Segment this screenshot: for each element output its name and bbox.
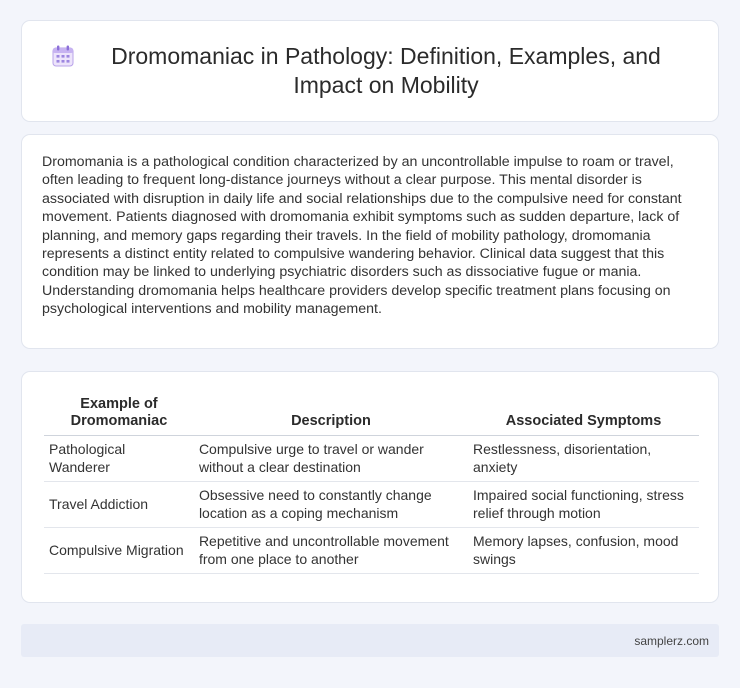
footer-site-link[interactable]: samplerz.com [634,633,709,648]
table-cell-symptoms: Restlessness, disorientation, anxiety [468,436,699,482]
table-cell-example: Travel Addiction [44,482,194,528]
table-cell-example: Pathological Wanderer [44,436,194,482]
table-card [21,371,719,603]
table-row [44,436,699,482]
table-header-row [44,394,699,436]
table-row [44,482,699,528]
table-cell-symptoms: Impaired social functioning, stress relief through motion [468,482,699,528]
table-cell-description: Compulsive urge to travel or wander without a clear destination [194,436,468,482]
page-title: Dromomaniac in Pathology: Definition, Examples, and Impact on Mobility [111,43,661,98]
intro-paragraph: Dromomania is a pathological condition characterized by an uncontrollable impulse to roam or travel, often leading to frequent long-distance journeys without a clear purpose. This mental disorder is associated with disruption in daily life and social relationships due to the compulsive need for constant movement. Patients diagnosed with dromomania exhibit symptoms such as sudden departure, lack of planning, and memory gaps regarding their travels. In the field of mobility pathology, dromomania represents a distinct entity related to compulsive wandering behavior. Clinical data suggest that this condition may be linked to underlying psychiatric disorders such as dissociative fugue or mania. Understanding dromomania helps healthcare providers develop specific treatment plans focusing on psychological interventions and mobility management. [42,154,682,318]
title-wrap [50,42,690,100]
table-cell-description: Obsessive need to constantly change location as a coping mechanism [194,482,468,528]
table-cell-description: Repetitive and uncontrollable movement from one place to another [194,528,468,574]
intro-card [21,134,719,349]
table-row [44,528,699,574]
column-header-symptoms: Associated Symptoms [468,394,699,436]
table-cell-example: Compulsive Migration [44,528,194,574]
title-card [21,20,719,122]
column-header-example: Example of Dromomaniac [44,394,194,436]
table-cell-symptoms: Memory lapses, confusion, mood swings [468,528,699,574]
calendar-icon [50,43,76,69]
footer-bar [21,624,719,657]
examples-table [44,394,699,574]
column-header-description: Description [194,394,468,436]
